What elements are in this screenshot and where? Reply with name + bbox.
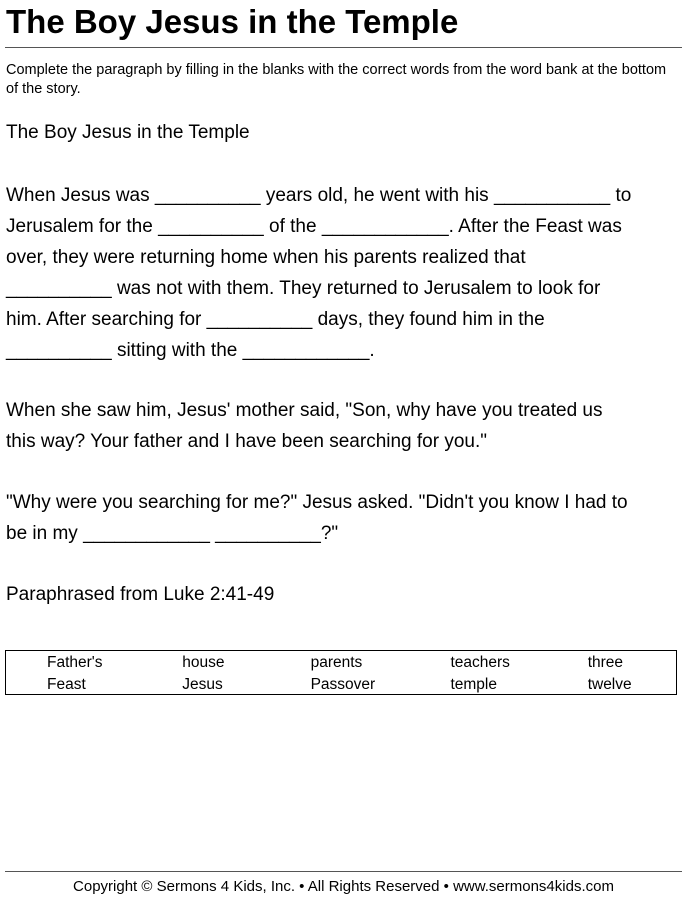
word-bank: [5, 650, 677, 695]
story-line: When she saw him, Jesus' mother said, "Son, why have you treated us: [6, 400, 603, 421]
scripture-source: [6, 579, 274, 610]
source-text: Paraphrased from Luke 2:41-49: [6, 584, 275, 605]
word-bank-word: teachers: [450, 654, 510, 671]
word-bank-word: parents: [310, 654, 363, 671]
story-line: over, they were returning home when his parents realized that: [6, 247, 526, 268]
word-bank-row: [6, 674, 676, 696]
story-paragraph-3: [6, 487, 628, 549]
story-title: The Boy Jesus in the Temple: [6, 122, 250, 143]
page-title: The Boy Jesus in the Temple: [6, 3, 459, 40]
story-line: be in my ____________ __________?": [6, 523, 339, 544]
story-paragraph-1: [6, 180, 631, 366]
word-bank-row: [6, 652, 676, 674]
story-line: this way? Your father and I have been searching for you.": [6, 431, 488, 452]
story-line: Jerusalem for the __________ of the ____________. After the Feast was: [6, 216, 622, 237]
story-line: When Jesus was __________ years old, he went with his ___________ to: [6, 185, 632, 206]
word-bank-word: Passover: [310, 676, 376, 693]
story-line: "Why were you searching for me?" Jesus asked. "Didn't you know I had to: [6, 492, 628, 513]
story-paragraph-2: [6, 395, 603, 457]
word-bank-word: three: [587, 654, 624, 671]
word-bank-word: temple: [450, 676, 497, 693]
word-bank-table: [6, 652, 676, 696]
word-bank-word: Father's: [47, 654, 103, 671]
story-line: __________ was not with them. They returned to Jerusalem to look for: [6, 278, 601, 299]
word-bank-word: Jesus: [182, 676, 223, 693]
word-bank-word: Feast: [47, 676, 86, 693]
header-divider: [5, 47, 682, 48]
word-bank-word: twelve: [587, 676, 632, 693]
copyright-footer: Copyright © Sermons 4 Kids, Inc. • All Rights Reserved • www.sermons4kids.com: [73, 878, 614, 895]
word-bank-word: house: [182, 654, 225, 671]
story-line: him. After searching for __________ days, they found him in the: [6, 309, 545, 330]
footer-divider: [5, 871, 682, 872]
instructions-text: Complete the paragraph by filling in the blanks with the correct words from the word bank at the bottom of the story.: [6, 62, 667, 97]
story-line: __________ sitting with the ____________.: [6, 340, 375, 361]
